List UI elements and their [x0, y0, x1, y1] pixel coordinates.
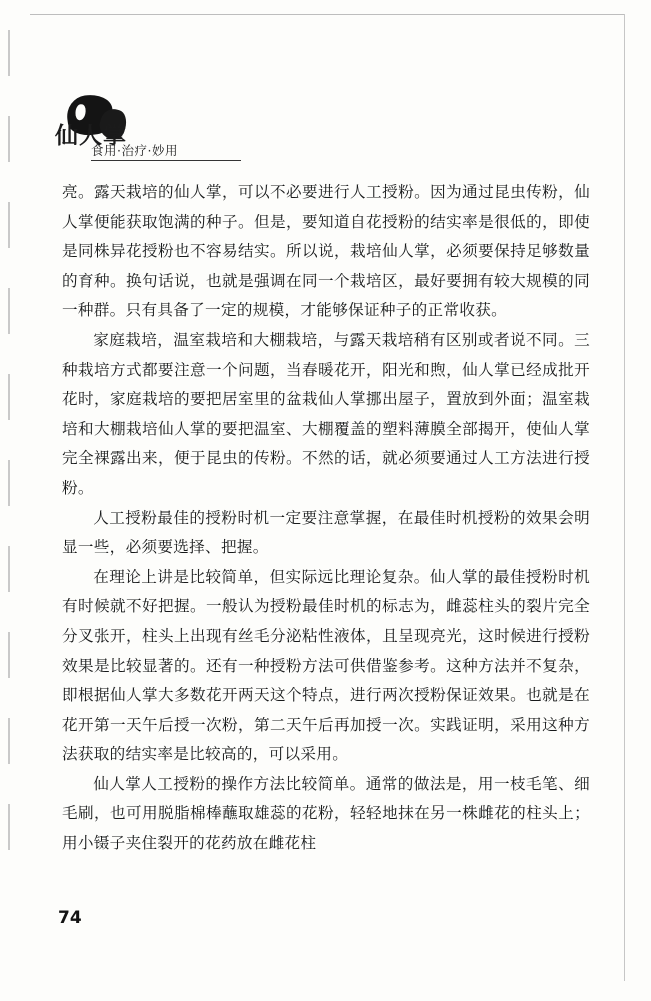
- page-number: 74: [58, 908, 82, 928]
- logo-underline: [91, 160, 241, 161]
- logo-subtitle: 食用·治疗·妙用: [91, 143, 178, 158]
- book-logo: [55, 95, 275, 165]
- logo-title: 仙人掌: [55, 123, 127, 149]
- paragraph: 人工授粉最佳的授粉时机一定要注意掌握，在最佳时机授粉的效果会明显一些，必须要选择、把握。: [62, 508, 590, 557]
- page-edge-rule-right: [624, 14, 625, 981]
- paragraph: 在理论上讲是比较简单，但实际远比理论复杂。仙人掌的最佳授粉时机有时候就不好把握。一般认为授粉最佳时机的标志为，雌蕊柱头的裂片完全分叉张开，柱头上出现有丝毛分泌粘性液体，且呈现亮光，这时候进行授粉效果是比较显著的。还有一种授粉方法可供借鉴参考。这种方法并不复杂，即根据仙人掌大多数花开两天这个特点，进行两次授粉保证效果。也就是在花开第一天午后授一次粉，第二天午后再加授一次。实践证明，采用这种方法获取的结实率是比较高的，可以采用。: [62, 567, 590, 764]
- paragraph: 家庭栽培，温室栽培和大棚栽培，与露天栽培稍有区别或者说不同。三种栽培方式都要注意一个问题，当春暖花开，阳光和煦，仙人掌已经成批开花时，家庭栽培的要把居室里的盆栽仙人掌挪出屋子，置放到外面；温室栽培和大棚栽培仙人掌的要把温室、大棚覆盖的塑料薄膜全部揭开，使仙人掌完全裸露出来，便于昆虫的传粉。不然的话，就必须要通过人工方法进行授粉。: [62, 330, 590, 497]
- paragraph: 亮。露天栽培的仙人掌，可以不必要进行人工授粉。因为通过昆虫传粉，仙人掌便能获取饱满的种子。但是，要知道自花授粉的结实率是很低的，即使是同株异花授粉也不容易结实。所以说，栽培仙人掌，必须要保持足够数量的育种。换句话说，也就是强调在同一个栽培区，最好要拥有较大规模的同一种群。只有具备了一定的规模，才能够保证种子的正常收获。: [62, 183, 590, 320]
- page-edge-rule-top: [30, 14, 625, 15]
- page-edge-tick-marks: [8, 20, 10, 850]
- paragraph: 仙人掌人工授粉的操作方法比较简单。通常的做法是，用一枝毛笔、细毛刷，也可用脱脂棉棒蘸取雄蕊的花粉，轻轻地抹在另一株雌花的柱头上；用小镊子夹住裂开的花药放在雌花柱: [62, 774, 590, 853]
- page-body-text: [62, 178, 590, 859]
